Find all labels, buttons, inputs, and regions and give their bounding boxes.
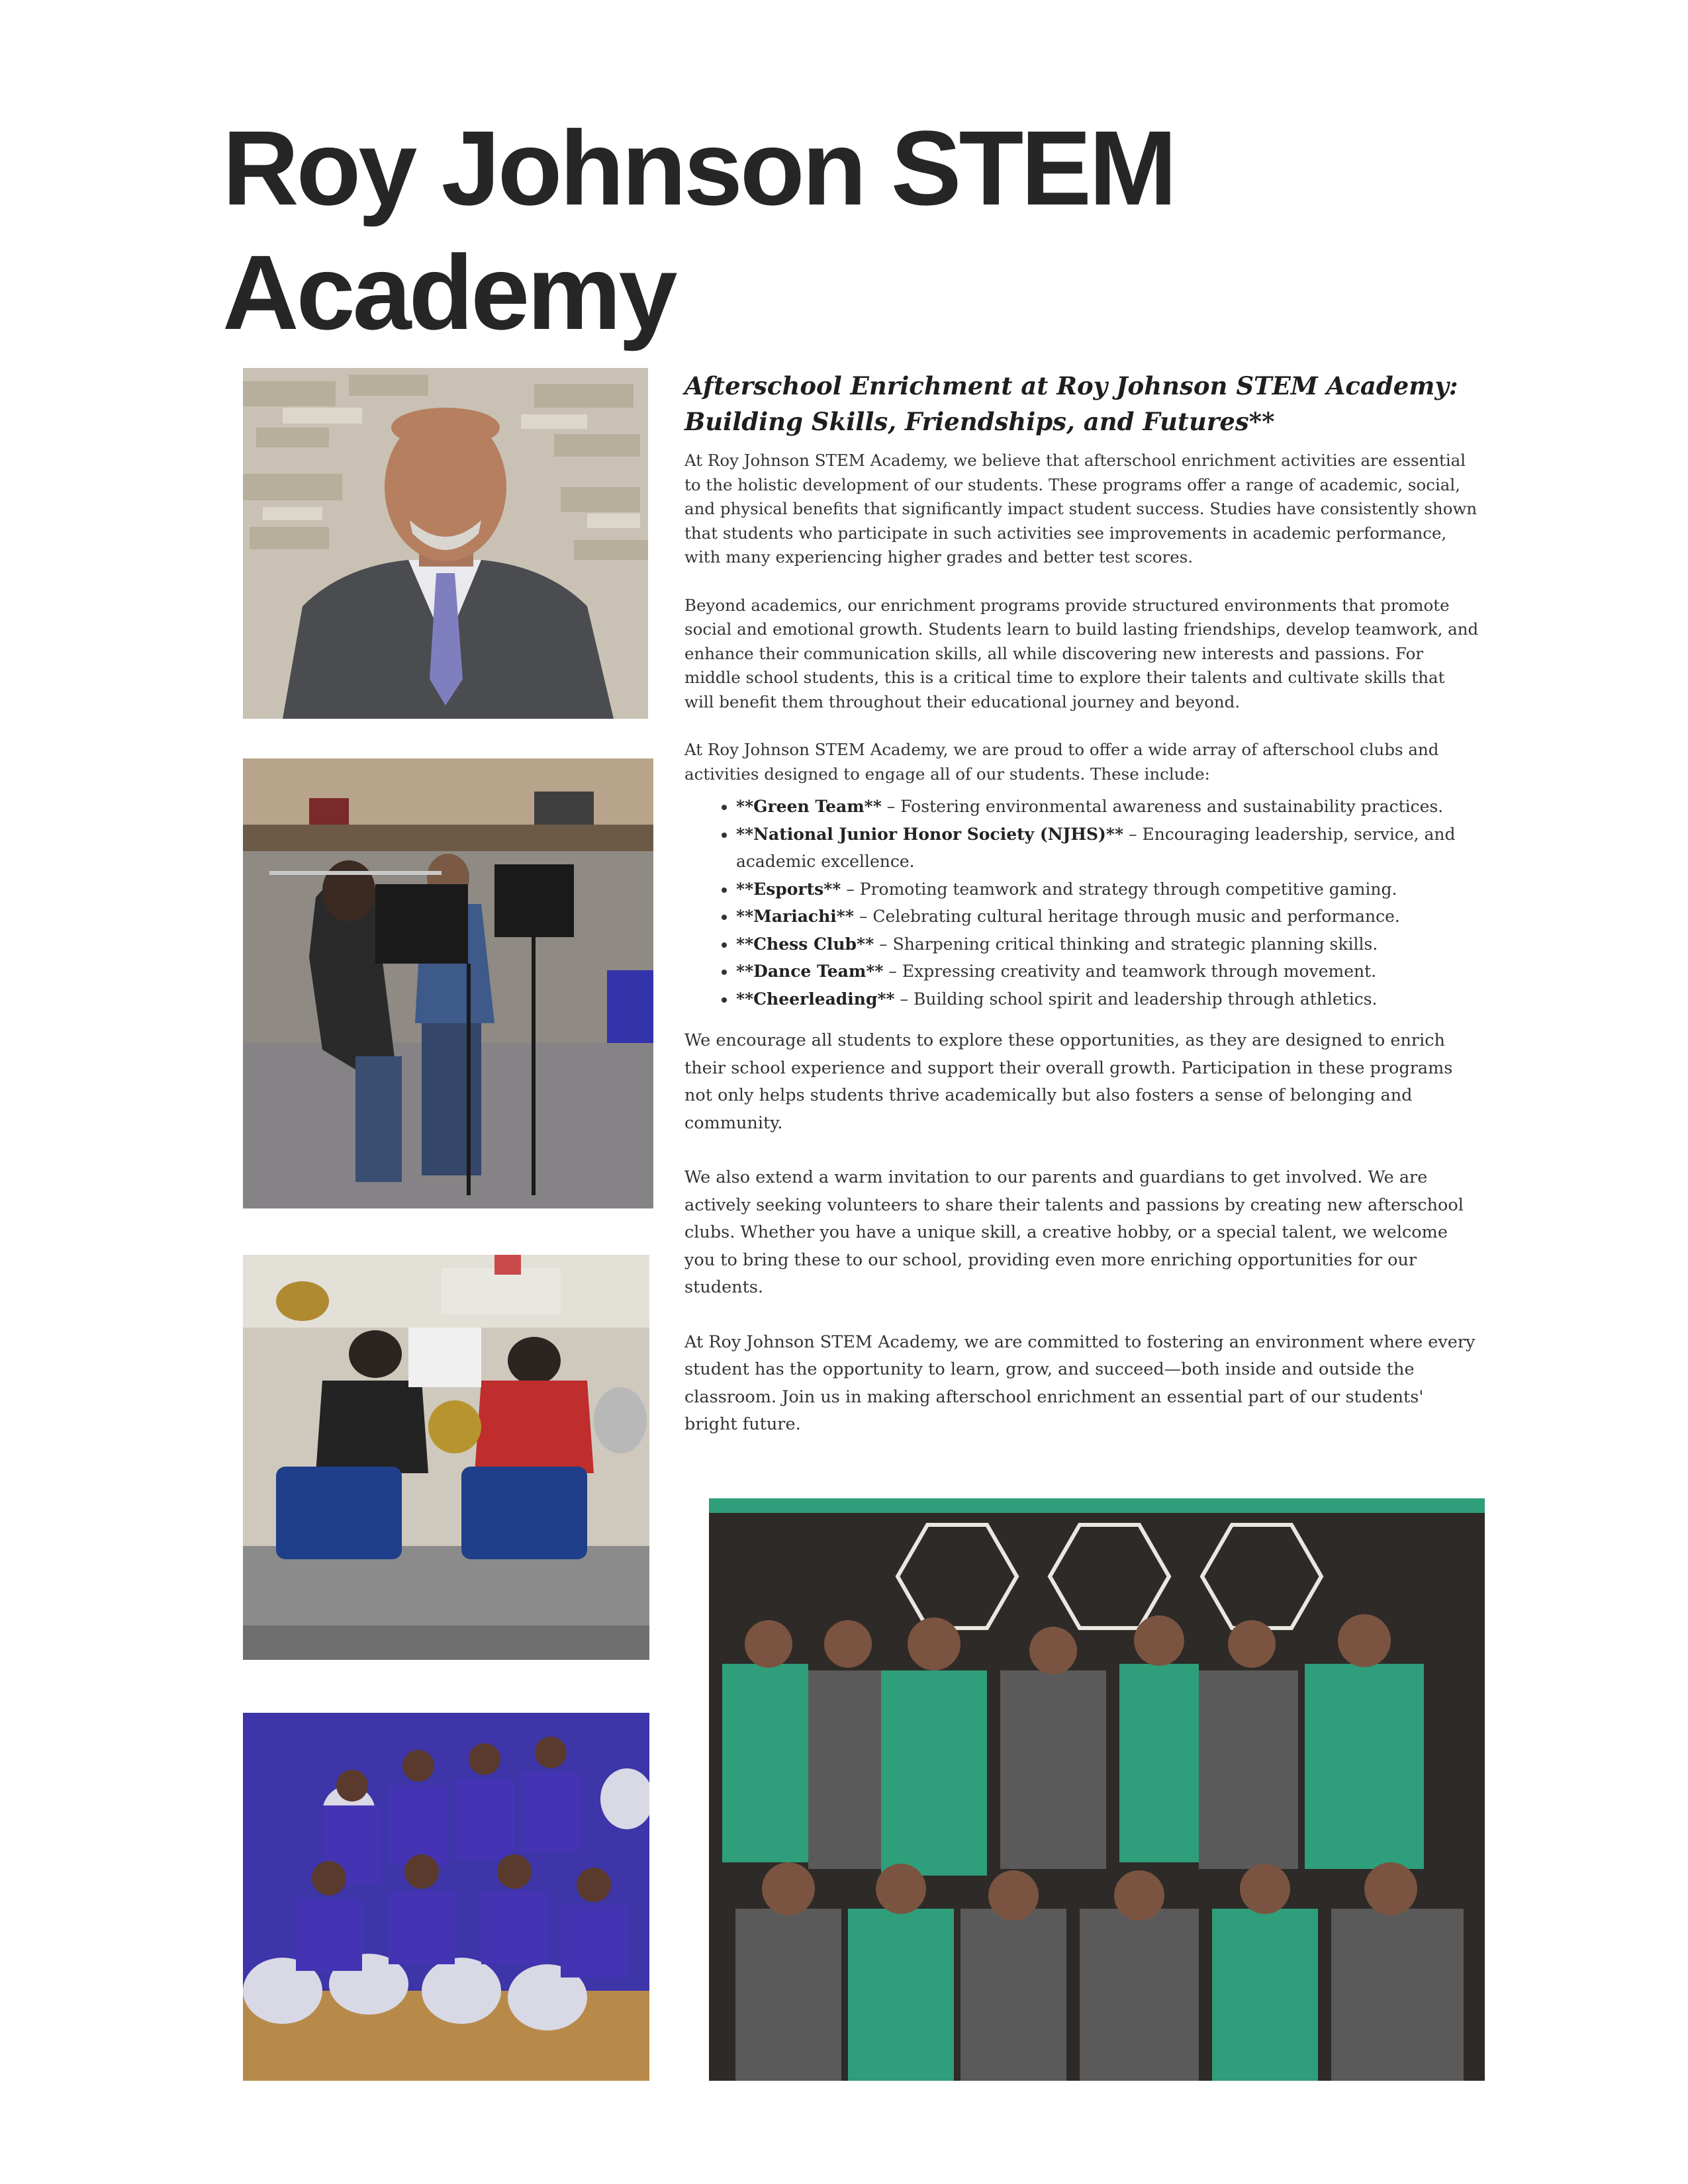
- closing-paragraph: At Roy Johnson STEM Academy, we are committed to fostering an environment where every student has the opportunity to learn, grow, and succeed—both inside and outside the classroom. Join us in making afterschool enrichment an essential part of our students' bright future.: [684, 1332, 1476, 1434]
- headline-line-1: Afterschool Enrichment at Roy Johnson STEM Academy:: [684, 371, 1458, 400]
- clubs-intro-paragraph: At Roy Johnson STEM Academy, we are proud to offer a wide array of afterschool clubs and activities designed to engage all of our students. These include:: [684, 740, 1439, 784]
- page-title: [222, 106, 1348, 355]
- band-photo: [243, 1255, 649, 1660]
- flute-photo: [243, 758, 653, 1208]
- encourage-paragraph: We encourage all students to explore these opportunities, as they are designed to enrich their school experience and support their overall growth. Participation in these programs not only helps students thrive academically but also fosters a sense of belonging and community.: [684, 1030, 1453, 1133]
- list-item: • **Dance Team** – Expressing creativity and teamwork through movement.: [736, 958, 1479, 985]
- principal-photo: [243, 368, 648, 719]
- list-item: • **Chess Club** – Sharpening critical thinking and strategic planning skills.: [736, 931, 1479, 958]
- headline-line-2: Building Skills, Friendships, and Futures**: [684, 407, 1275, 436]
- list-item: • **National Junior Honor Society (NJHS)** – Encouraging leadership, service, and academic excellence.: [736, 821, 1479, 876]
- intro-paragraph: At Roy Johnson STEM Academy, we believe that afterschool enrichment activities are essential to the holistic development of our students. These programs offer a range of academic, social, and physical benefits that significantly impact student success. Studies have consistently shown that students who participate in such activities see improvements in academic performance, with many experiencing higher grades and better test scores.: [684, 451, 1477, 567]
- growth-paragraph: Beyond academics, our enrichment programs provide structured environments that promote social and emotional growth. Students learn to build lasting friendships, develop teamwork, and enhance their communication skills, all while discovering new interests and passions. For middle school students, this is a critical time to explore their talents and cultivate skills that will benefit them throughout their educational journey and beyond.: [684, 595, 1479, 711]
- cheer-photo: [243, 1713, 649, 2081]
- title-line-2: Academy: [222, 233, 675, 351]
- list-item: • **Cheerleading** – Building school spirit and leadership through athletics.: [736, 985, 1479, 1013]
- clubs-list: [684, 793, 1479, 1013]
- group-photo: [709, 1498, 1485, 2081]
- list-item: • **Mariachi** – Celebrating cultural heritage through music and performance.: [736, 903, 1479, 931]
- list-item: • **Green Team** – Fostering environmental awareness and sustainability practices.: [736, 793, 1479, 821]
- article-headline: [684, 368, 1479, 439]
- title-line-1: Roy Johnson STEM: [222, 109, 1175, 227]
- list-item: • **Esports** – Promoting teamwork and strategy through competitive gaming.: [736, 876, 1479, 903]
- volunteer-paragraph: We also extend a warm invitation to our parents and guardians to get involved. We are actively seeking volunteers to share their talents and passions by creating new afterschool clubs. Whether you have a unique skill, a creative hobby, or a special talent, we welcome you to bring these to our school, providing even more enriching opportunities for our students.: [684, 1167, 1464, 1297]
- article: [684, 368, 1479, 1466]
